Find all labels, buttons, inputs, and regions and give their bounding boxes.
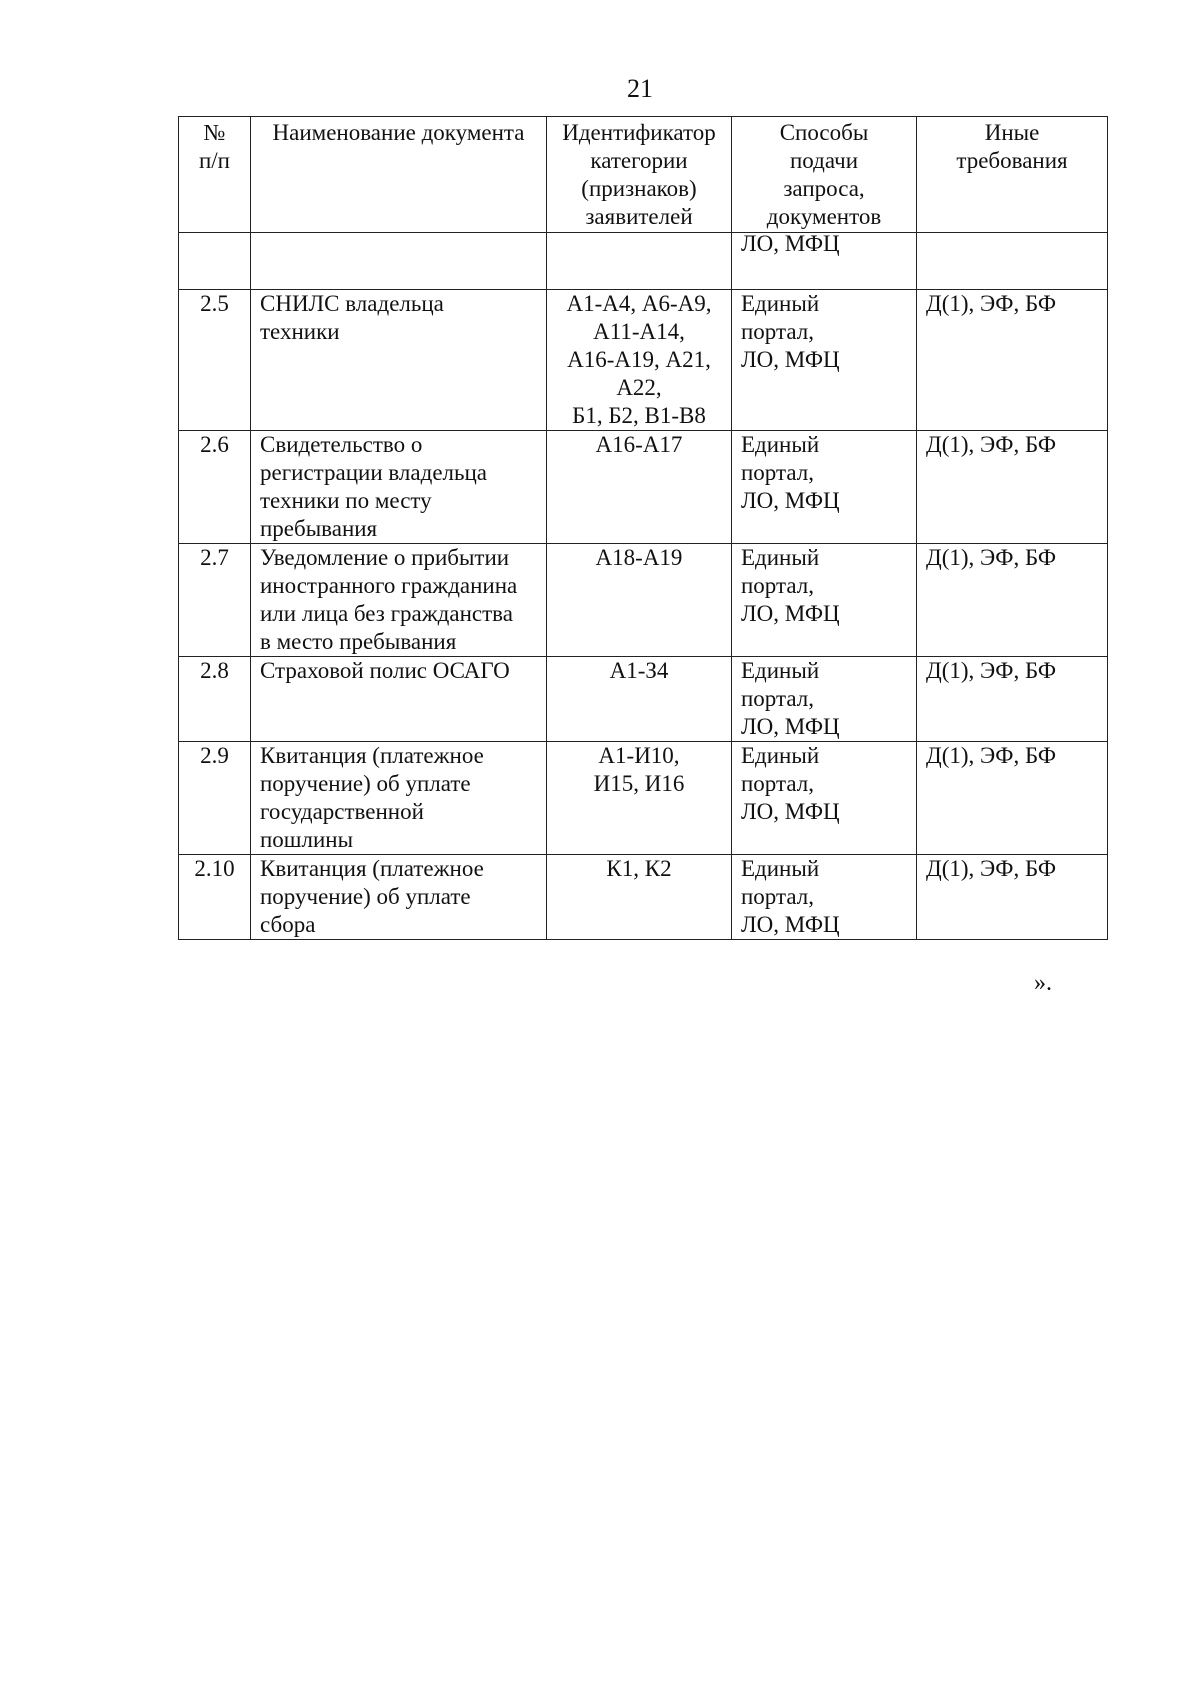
cell-line: Д(1), ЭФ, БФ xyxy=(926,432,1057,457)
cell-line: А16-А17 xyxy=(595,432,683,457)
header-line: подачи xyxy=(789,148,858,173)
cell-name xyxy=(251,233,547,290)
cell-num xyxy=(179,431,251,544)
cell-line: СНИЛС владельца xyxy=(260,291,444,316)
table-row-continuation xyxy=(179,233,1108,290)
cell-line: ЛО, МФЦ xyxy=(741,601,840,626)
cell-line: поручение) об уплате xyxy=(260,884,471,909)
cell-line: Квитанция (платежное xyxy=(260,856,484,881)
cell-line: Единый xyxy=(741,432,820,457)
cell-line: в место пребывания xyxy=(260,629,457,654)
cell-line: А1-А4, А6-А9, xyxy=(566,291,712,316)
header-line: требования xyxy=(956,148,1068,173)
header-other-requirements xyxy=(917,117,1108,233)
table-row xyxy=(179,855,1108,940)
cell-name xyxy=(251,290,547,431)
cell-line: Д(1), ЭФ, БФ xyxy=(926,545,1057,570)
cell-name xyxy=(251,544,547,657)
cell-line: А16-А19, А21, xyxy=(567,347,711,372)
header-document-name xyxy=(251,117,547,233)
cell-line: И15, И16 xyxy=(593,771,685,796)
cell-line: 2.9 xyxy=(200,743,229,768)
header-line: запроса, xyxy=(783,176,865,201)
page-number: 21 xyxy=(627,74,653,103)
header-line: п/п xyxy=(198,148,230,173)
cell-line: Единый xyxy=(741,856,820,881)
cell-methods xyxy=(732,657,917,742)
cell-line: портал, xyxy=(741,573,814,598)
cell-other xyxy=(917,742,1108,855)
cell-line: А1-И10, xyxy=(598,743,680,768)
cell-num xyxy=(179,855,251,940)
cell-ident xyxy=(547,431,732,544)
cell-num xyxy=(179,290,251,431)
header-line: категории xyxy=(590,148,688,173)
cell-ident xyxy=(547,657,732,742)
cell-line: Страховой полис ОСАГО xyxy=(260,658,510,683)
table-row xyxy=(179,544,1108,657)
closing-quote-mark: ». xyxy=(1034,970,1052,996)
cell-methods xyxy=(732,855,917,940)
cell-other xyxy=(917,233,1108,290)
header-line: Способы xyxy=(779,120,869,145)
cell-line: портал, xyxy=(741,884,814,909)
cell-line: иностранного гражданина xyxy=(260,573,518,598)
cell-methods: ЛО, МФЦ xyxy=(732,233,917,290)
cell-line: Уведомление о прибытии xyxy=(260,545,510,570)
cell-num xyxy=(179,544,251,657)
cell-line: Д(1), ЭФ, БФ xyxy=(926,743,1057,768)
cell-line: пребывания xyxy=(260,516,378,541)
cell-ident xyxy=(547,290,732,431)
cell-line: или лица без гражданства xyxy=(260,601,513,626)
cell-line: А18-А19 xyxy=(595,545,683,570)
cell-line: ЛО, МФЦ xyxy=(741,912,840,937)
header-line: (признаков) xyxy=(581,176,697,201)
cell-line: 2.5 xyxy=(200,291,229,316)
cell-ident xyxy=(547,233,732,290)
cell-line: Б1, Б2, В1-В8 xyxy=(572,403,706,428)
cell-num xyxy=(179,742,251,855)
cell-line: портал, xyxy=(741,771,814,796)
cell-line: А11-А14, xyxy=(593,319,685,344)
cell-line: 2.6 xyxy=(200,432,229,457)
cell-other xyxy=(917,855,1108,940)
table-row xyxy=(179,657,1108,742)
cell-line: государственной xyxy=(260,799,424,824)
cell-line: Д(1), ЭФ, БФ xyxy=(926,291,1057,316)
cell-methods xyxy=(732,742,917,855)
cell-line: портал, xyxy=(741,319,814,344)
cell-line: пошлины xyxy=(260,827,354,852)
cell-line: поручение) об уплате xyxy=(260,771,471,796)
cell-other xyxy=(917,657,1108,742)
cell-methods xyxy=(732,290,917,431)
cell-ident xyxy=(547,742,732,855)
header-num xyxy=(179,117,251,233)
cell-line: 2.7 xyxy=(200,545,229,570)
cell-line: ЛО, МФЦ xyxy=(741,347,840,372)
cell-other xyxy=(917,544,1108,657)
cell-line: регистрации владельца xyxy=(260,460,488,485)
cell-line: Единый xyxy=(741,658,820,683)
cell-name xyxy=(251,855,547,940)
cell-line: техники xyxy=(260,319,340,344)
cell-line: техники по месту xyxy=(260,488,432,513)
table-row xyxy=(179,742,1108,855)
cell-line: А1-З4 xyxy=(609,658,669,683)
cell-line: Единый xyxy=(741,545,820,570)
cell-name xyxy=(251,742,547,855)
cell-line: портал, xyxy=(741,460,814,485)
header-category-identifier xyxy=(547,117,732,233)
cell-other xyxy=(917,290,1108,431)
cell-name xyxy=(251,431,547,544)
cell-line: сбора xyxy=(260,912,316,937)
header-submission-methods xyxy=(732,117,917,233)
cell-line: ЛО, МФЦ xyxy=(741,799,840,824)
table-row xyxy=(179,290,1108,431)
cell-ident xyxy=(547,544,732,657)
header-line: № xyxy=(203,120,226,145)
cell-line: Единый xyxy=(741,291,820,316)
cell-line: Единый xyxy=(741,743,820,768)
table-row xyxy=(179,431,1108,544)
cell-line: А22, xyxy=(616,375,662,400)
table-header-row xyxy=(179,117,1108,233)
header-line: Наименование документа xyxy=(272,120,525,145)
cell-line: 2.8 xyxy=(200,658,229,683)
cell-line: ЛО, МФЦ xyxy=(741,488,840,513)
cell-line: Д(1), ЭФ, БФ xyxy=(926,856,1057,881)
cell-other xyxy=(917,431,1108,544)
cell-line: Свидетельство о xyxy=(260,432,423,457)
cell-line: Квитанция (платежное xyxy=(260,743,484,768)
cell-name xyxy=(251,657,547,742)
cell-line: 2.10 xyxy=(194,856,235,881)
header-line: Идентификатор xyxy=(562,120,716,145)
header-line: заявителей xyxy=(585,204,693,229)
cell-num xyxy=(179,233,251,290)
documents-table xyxy=(178,116,1108,940)
header-line: Иные xyxy=(984,120,1040,145)
cell-num xyxy=(179,657,251,742)
header-line: документов xyxy=(766,204,882,229)
cell-methods xyxy=(732,544,917,657)
cell-line: ЛО, МФЦ xyxy=(741,714,840,739)
cell-line: К1, К2 xyxy=(606,856,672,881)
cell-ident xyxy=(547,855,732,940)
cell-methods xyxy=(732,431,917,544)
cell-line: портал, xyxy=(741,686,814,711)
cell-line: Д(1), ЭФ, БФ xyxy=(926,658,1057,683)
